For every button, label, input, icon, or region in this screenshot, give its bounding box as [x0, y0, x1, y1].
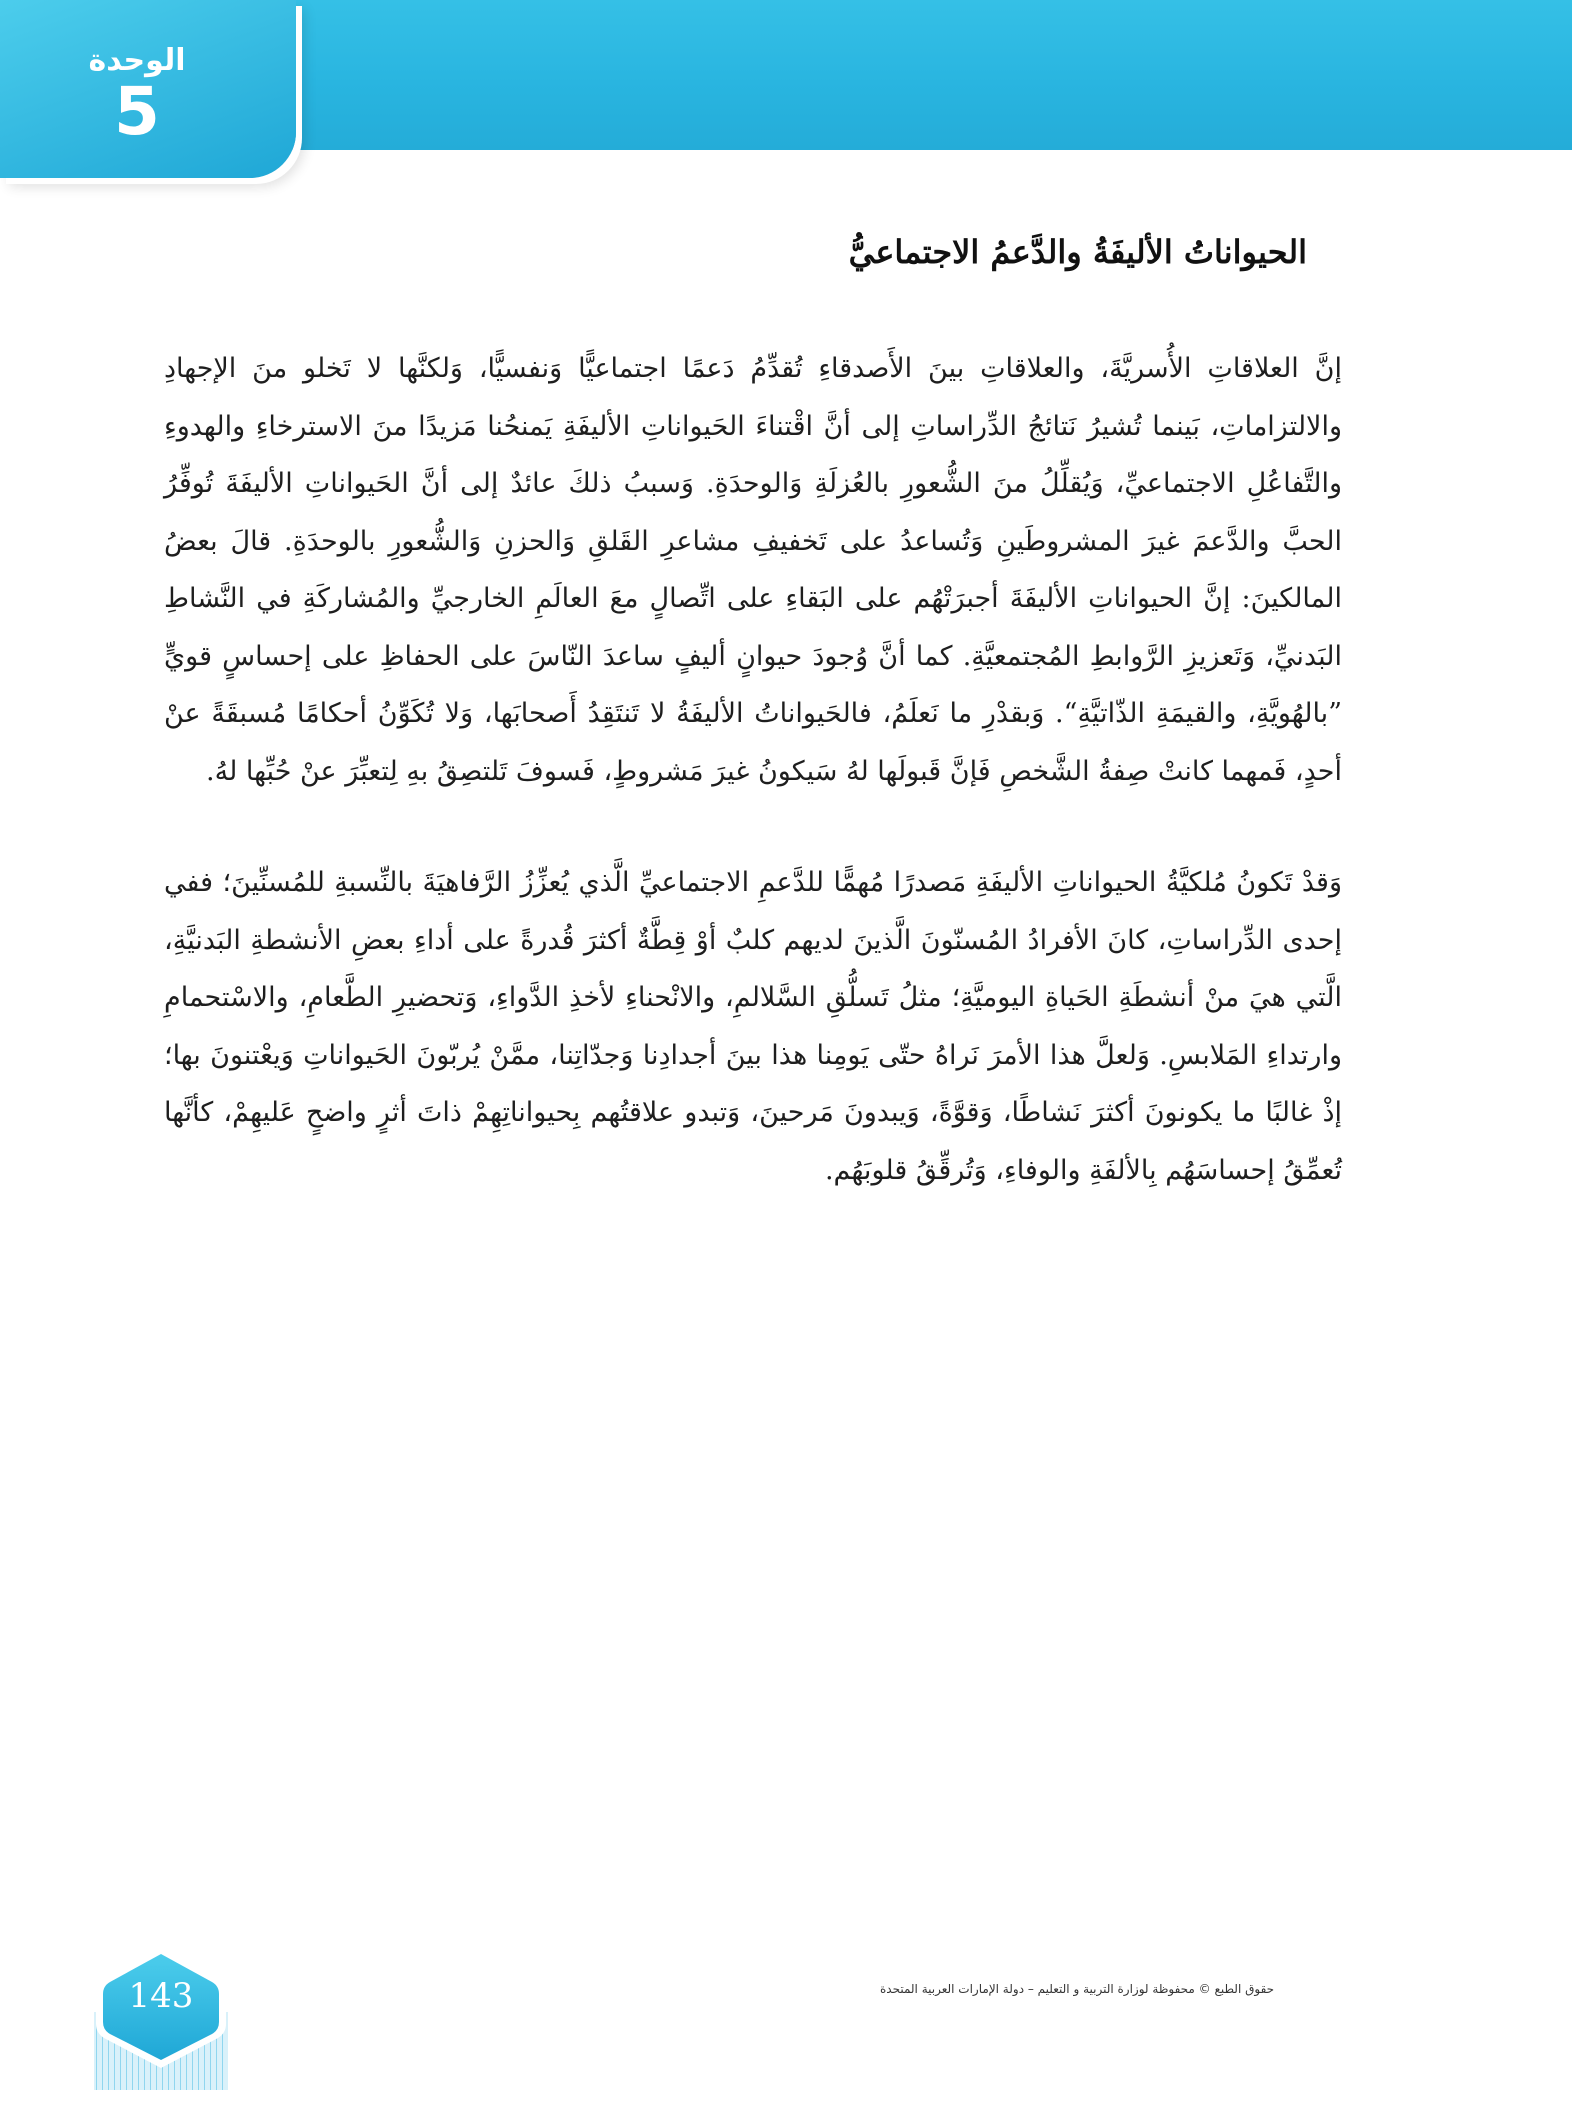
paragraph-2: وَقدْ تَكونُ مُلكيَّةُ الحيواناتِ الأليفَةِ مَصدرًا مُهمًّا للدَّعمِ الاجتماعيِّ الَّذي يُعزِّزُ الرَّفاهيَةَ بالنِّسبةِ للمُسنِّينَ؛ ففي إحدى الدِّراساتِ، كانَ الأفرادُ المُسنّونَ الَّذينَ لديهم كلبٌ أوْ قِطَّةٌ أكثرَ قُدرةً على أداءِ بعضِ الأنشطةِ البَدنيَّةِ، الَّتي هيَ منْ أنشطَةِ الحَياةِ اليوميَّةِ؛ مثلُ تَسلُّقِ السَّلالمِ، والانْحناءِ لأخذِ الدَّواءِ، وَتحضيرِ الطَّعامِ، والاسْتحمامِ وارتداءِ المَلابسِ. وَلعلَّ هذا الأمرَ نَراهُ حتّى يَومِنا هذا بينَ أجدادِنا وَجدّاتِنا، ممَّنْ يُربّونَ الحَيواناتِ وَيعْتنونَ بها؛ إذْ غالبًا ما يكونونَ أكثرَ نَشاطًا، وَقوَّةً، وَيبدونَ مَرحينَ، وَتبدو علاقتُهم بِحيواناتِهِمْ ذاتَ أثرٍ واضحٍ عَليهِمْ، كأنَّها تُعمِّقُ إحساسَهُم بِالألفَةِ والوفاءِ، وَتُرقِّقُ قلوبَهُم.	[164, 867, 1342, 1186]
unit-number: 5	[114, 73, 160, 150]
article-title: الحيواناتُ الأليفَةُ والدَّعمُ الاجتماعيُّ	[848, 233, 1307, 271]
page-number: 143	[128, 1976, 194, 2016]
page-number-badge	[90, 1940, 232, 2090]
article-body	[164, 340, 1342, 1199]
copyright-notice: حقوق الطبع © محفوظة لوزارة التربية و التعليم – دولة الإمارات العربية المتحدة	[880, 1982, 1275, 1996]
paragraph-1: إنَّ العلاقاتِ الأُسريَّةَ، والعلاقاتِ بينَ الأَصدقاءِ تُقدِّمُ دَعمًا اجتماعيًّا وَنفسيًّا، وَلكنَّها لا تَخلو منَ الإجهادِ والالتزاماتِ، بَينما تُشيرُ نَتائجُ الدِّراساتِ إلى أنَّ اقْتناءَ الحَيواناتِ الأليفَةِ يَمنحُنا مَزيدًا منَ الاسترخاءِ والهدوءِ والتَّفاعُلِ الاجتماعيِّ، وَيُقلِّلُ منَ الشُّعورِ بالعُزلَةِ وَالوحدَةِ. وَسببُ ذلكَ عائدٌ إلى أنَّ الحَيواناتِ الأليفَةَ تُوفِّرُ الحبَّ والدَّعمَ غيرَ المشروطَينِ وَتُساعدُ على تَخفيفِ مشاعرِ القَلقِ وَالحزنِ وَالشُّعورِ بالوحدَةِ. قالَ بعضُ المالكينَ: إنَّ الحيواناتِ الأليفَةَ أجبرَتْهُم على البَقاءِ على اتِّصالٍ معَ العالَمِ الخارجيِّ والمُشاركَةِ في النَّشاطِ البَدنيِّ، وَتَعزيزِ الرَّوابطِ المُجتمعيَّةِ. كما أنَّ وُجودَ حيوانٍ أليفٍ ساعدَ النّاسَ على الحفاظِ على إحساسٍ قويٍّ ”بالهُويَّةِ، والقيمَةِ الذّاتيَّةِ“. وَبقدْرِ ما نَعلَمُ، فالحَيواناتُ الأليفَةُ لا تَنتَقِدُ أَصحابَها، وَلا تُكَوِّنُ أحكامًا مُسبقَةً عنْ أحدٍ، فَمهما كانتْ صِفةُ الشَّخصِ فَإنَّ قَبولَها لهُ سَيكونُ غيرَ مَشروطٍ، فَسوفَ تَلتصِقُ بهِ لِتعبِّرَ عنْ حُبِّها لهُ.	[164, 353, 1342, 787]
unit-tab	[0, 0, 296, 178]
unit-label: الوحدة	[88, 43, 186, 78]
